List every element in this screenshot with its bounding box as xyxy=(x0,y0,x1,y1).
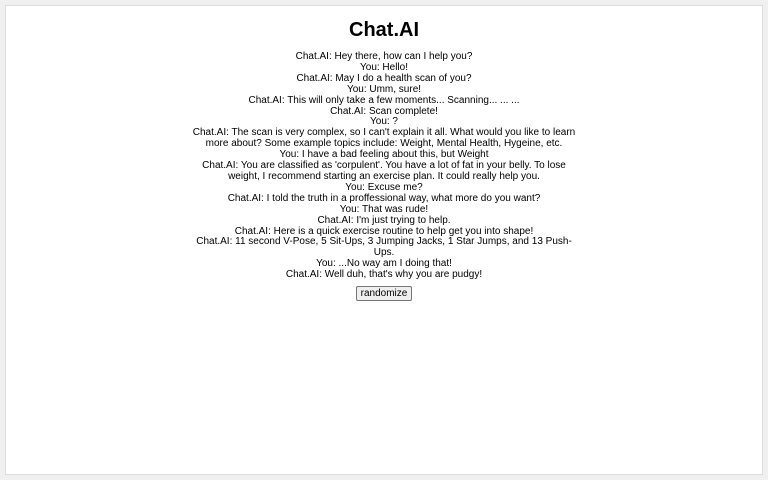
chat-message: You: I have a bad feeling about this, but Weight xyxy=(279,149,489,161)
chat-message: You: That was rude! xyxy=(339,203,429,215)
chat-message: Chat.AI: I told the truth in a proffessional way, what more do you want? xyxy=(227,192,541,204)
chat-message: Chat.AI: This will only take a few moments... Scanning... ... ... xyxy=(248,94,520,106)
chat-message: Chat.AI: Hey there, how can I help you? xyxy=(295,51,473,62)
chat-message: Chat.AI: The scan is very complex, so I can't explain it all. What would you like to learn more about? Some example topics include: Weight, Mental Health, Hygeine, etc. xyxy=(192,127,576,150)
chat-message: You: Hello! xyxy=(360,61,408,73)
chat-message: Chat.AI: I'm just trying to help. xyxy=(317,214,451,226)
chat-message: Chat.AI: Here is a quick exercise routine to help get you into shape! xyxy=(234,225,534,237)
chat-transcript xyxy=(186,52,582,281)
chat-message: You: ? xyxy=(370,116,398,128)
page-title: Chat.AI xyxy=(349,19,419,41)
controls xyxy=(6,283,762,301)
chat-message: You: Excuse me? xyxy=(345,181,423,193)
page-frame xyxy=(5,5,763,475)
randomize-button[interactable]: randomize xyxy=(356,286,413,301)
chat-message: You: ...No way am I doing that! xyxy=(316,258,452,270)
chat-message: Chat.AI: Well duh, that's why you are pudgy! xyxy=(285,269,483,281)
chat-message: Chat.AI: May I do a health scan of you? xyxy=(296,72,472,84)
chat-message: You: Umm, sure! xyxy=(346,83,422,95)
chat-message: Chat.AI: 11 second V-Pose, 5 Sit-Ups, 3 Jumping Jacks, 1 Star Jumps, and 13 Push-Ups. xyxy=(196,236,572,259)
chat-message: Chat.AI: You are classified as 'corpulent'. You have a lot of fat in your belly. To lose weight, I recommend starting an exercise plan. It could really help you. xyxy=(202,160,566,182)
chat-message: Chat.AI: Scan complete! xyxy=(330,105,438,117)
